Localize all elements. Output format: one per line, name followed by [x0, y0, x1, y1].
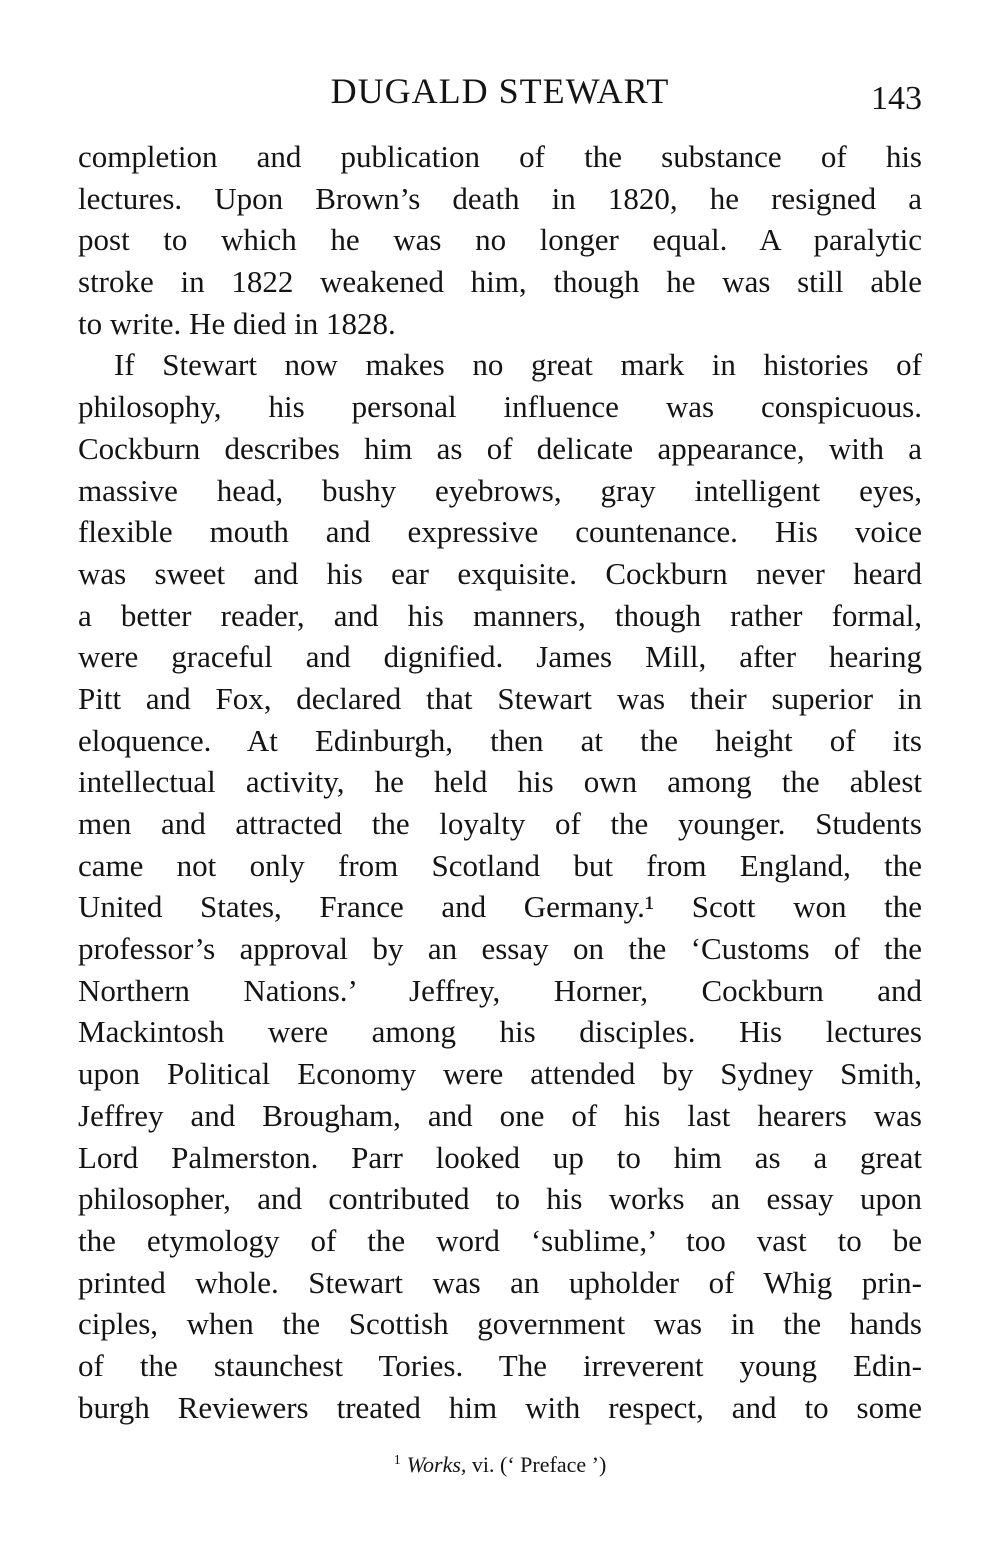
footnote-work-title: Works, [406, 1452, 467, 1477]
text-line: stroke in 1822 weakened him, though he was still able [78, 264, 922, 300]
text-line: Jeffrey and Brougham, and one of his last hearers was [78, 1097, 922, 1133]
text-line: Pitt and Fox, declared that Stewart was their superior in [78, 680, 922, 716]
body-text [78, 136, 922, 1428]
text-line: Cockburn describes him as of delicate appearance, with a [78, 430, 922, 466]
text-line: philosopher, and contributed to his works an essay upon [78, 1181, 922, 1217]
text-line: intellectual activity, he held his own among the ablest [78, 764, 922, 800]
text-line: to write. He died in 1828. [78, 305, 396, 341]
text-line: completion and publication of the substance of his [78, 139, 922, 174]
text-line: was sweet and his ear exquisite. Cockburn never heard [78, 555, 922, 591]
footnote-reference: vi. (‘ Preface ’) [471, 1452, 607, 1477]
text-line: lectures. Upon Brown’s death in 1820, he resigned a [78, 180, 922, 216]
text-line: post to which he was no longer equal. A paralytic [78, 222, 922, 258]
text-line: Northern Nations.’ Jeffrey, Horner, Cockburn and [78, 972, 922, 1008]
text-line: came not only from Scotland but from England, the [78, 847, 922, 883]
text-line: If Stewart now makes no great mark in histories of [114, 347, 922, 383]
footnote [0, 1446, 1000, 1480]
footnote-marker: 1 [393, 1453, 401, 1468]
text-line: professor’s approval by an essay on the ‘Customs of the [78, 931, 922, 967]
text-line: massive head, bushy eyebrows, gray intelligent eyes, [78, 472, 922, 508]
page-number: 143 [871, 80, 922, 117]
text-line: a better reader, and his manners, though rather formal, [78, 597, 922, 633]
text-line: men and attracted the loyalty of the younger. Students [78, 806, 922, 841]
text-line: of the staunchest Tories. The irreverent young Edin- [78, 1347, 922, 1383]
text-line: ciples, when the Scottish government was in the hands [78, 1306, 922, 1342]
text-line: Mackintosh were among his disciples. His lectures [78, 1014, 922, 1050]
text-line: flexible mouth and expressive countenance. His voice [78, 514, 922, 550]
text-line: were graceful and dignified. James Mill, after hearing [78, 639, 922, 675]
text-line: eloquence. At Edinburgh, then at the height of its [78, 722, 922, 758]
text-line: upon Political Economy were attended by Sydney Smith, [78, 1056, 922, 1092]
text-line: burgh Reviewers treated him with respect, and to some [78, 1389, 922, 1425]
running-title: DUGALD STEWART [330, 71, 670, 111]
running-header [78, 66, 922, 116]
text-line: United States, France and Germany.¹ Scott won the [78, 889, 922, 925]
text-line: philosophy, his personal influence was conspicuous. [78, 389, 922, 425]
text-line: printed whole. Stewart was an upholder of Whig prin- [78, 1264, 922, 1300]
text-line: Lord Palmerston. Parr looked up to him as a great [78, 1139, 922, 1175]
text-line: the etymology of the word ‘sublime,’ too vast to be [78, 1222, 922, 1258]
